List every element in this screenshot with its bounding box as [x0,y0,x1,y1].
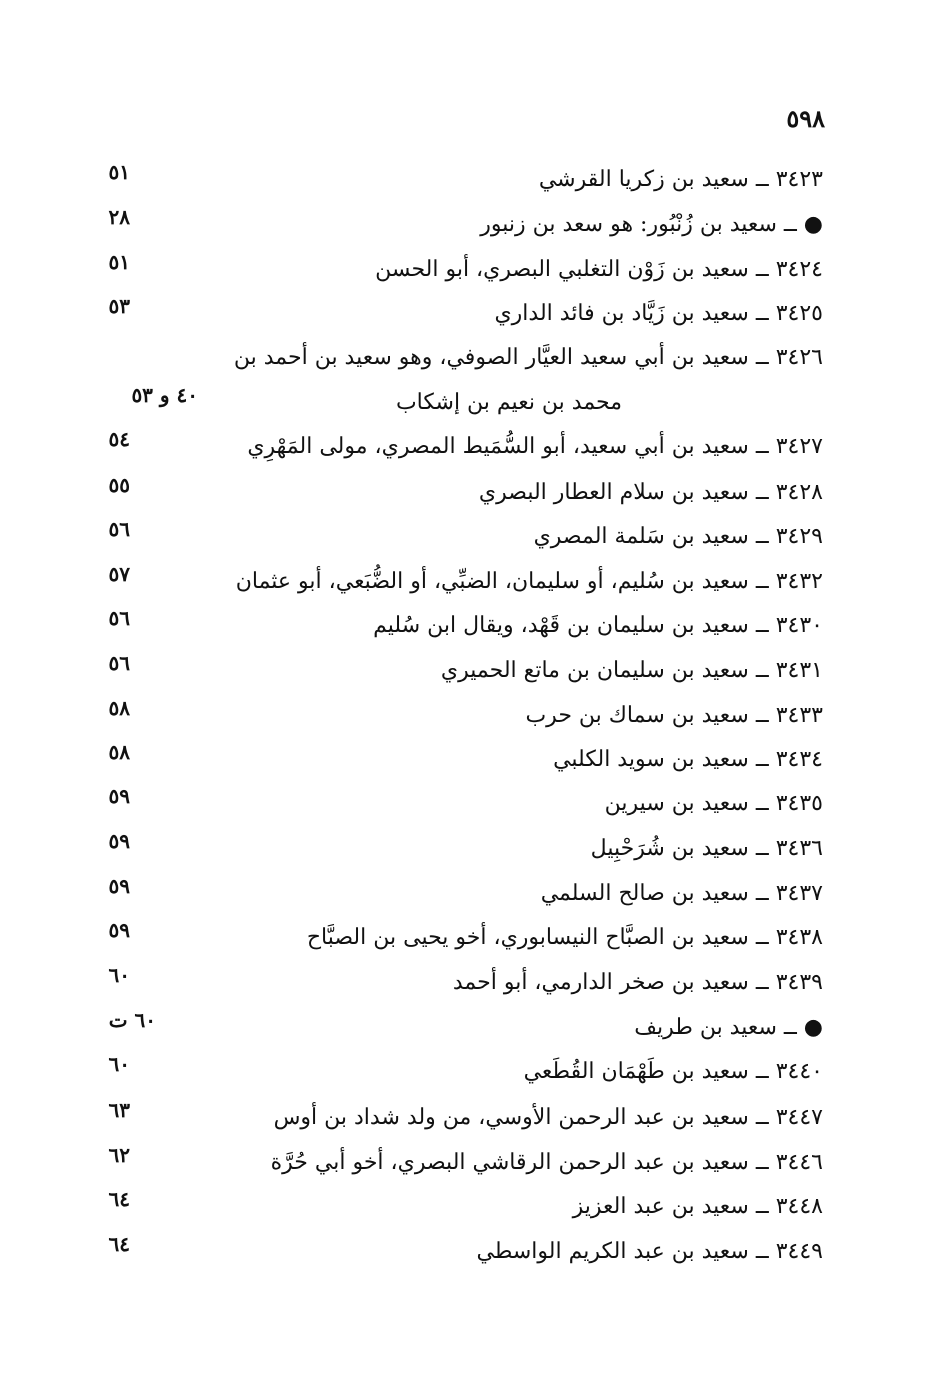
entry-page-ref: ٦٠ ت [108,1008,156,1032]
entry-text: ٣٤٣٤ ــ سعيد بن سويد الكلبي [553,747,823,772]
index-entry [0,1100,937,1136]
entry-page-ref: ٥٣ [108,294,130,318]
entry-text: ٣٤٣٢ ــ سعيد بن سُليم، أو سليمان، الضبِّي، أو الضُّبَعي، أبو عثمان [235,569,823,594]
entry-text: ٣٤٣١ ــ سعيد بن سليمان بن ماتع الحميري [440,658,823,683]
entry-page-ref: ٥٦ [108,606,130,630]
entry-page-ref: ٦٢ [108,1143,130,1167]
index-entry [0,1189,937,1225]
index-entry [0,162,937,198]
index-entry [0,742,937,778]
entry-text: ● ــ سعيد بن زُنْبُور: هو سعد بن زنبور [480,212,823,237]
entry-text: ٣٤٣٨ ــ سعيد بن الصبَّاح النيسابوري، أخو يحيى بن الصبَّاح [306,925,823,950]
entry-page-ref: ٦٤ [108,1232,130,1256]
entry-page-ref: ٥٩ [108,829,130,853]
index-entry [0,965,937,1001]
index-entry [0,296,937,332]
entry-text: ٣٤٢٧ ــ سعيد بن أبي سعيد، أبو السُّمَيط المصري، مولى المَهْرِي [247,434,823,459]
entry-text: ٣٤٢٨ ــ سعيد بن سلام العطار البصري [478,480,823,505]
index-entry [0,385,937,421]
entry-text: ٣٤٣٩ ــ سعيد بن صخر الدارمي، أبو أحمد [452,970,823,995]
entry-page-ref: ٥٥ [108,473,130,497]
entry-page-ref: ٥١ [108,250,130,274]
entry-text: ٣٤٤٧ ــ سعيد بن عبد الرحمن الأوسي، من ولد شداد بن أوس [273,1105,823,1130]
index-entry [0,519,937,555]
index-entry [0,698,937,734]
entry-text: ٣٤٤٨ ــ سعيد بن عبد العزيز [572,1194,823,1219]
entry-text: ٣٤٤٠ ــ سعيد بن طَهْمَان القُطَعي [523,1059,823,1084]
entry-page-ref: ٥٨ [108,696,130,720]
entry-text: ٣٤٤٦ ــ سعيد بن عبد الرحمن الرقاشي البصري، أخو أبي حُرَّة [270,1150,823,1175]
index-entry [0,876,937,912]
entry-page-ref: ٦٠ [108,1052,130,1076]
entry-page-ref: ٦٣ [108,1098,130,1122]
entry-page-ref: ٥١ [108,160,130,184]
entry-text: ٣٤٢٩ ــ سعيد بن سَلمة المصري [533,524,823,549]
index-entry [0,252,937,288]
entry-text: ٣٤٢٤ ــ سعيد بن زَوْن التغلبي البصري، أبو الحسن [375,257,823,282]
index-entry [0,1054,937,1090]
entry-text: ٣٤٣٧ ــ سعيد بن صالح السلمي [540,881,823,906]
index-entry [0,207,937,243]
index-entry [0,1145,937,1181]
page-number: ٥٩٨ [786,104,825,133]
entry-text: ٣٤٣٠ ــ سعيد بن سليمان بن قَهْد، ويقال ابن سُليم [373,613,823,638]
entry-page-ref: ٥٦ [108,517,130,541]
index-entry [0,429,937,465]
entry-text: ٣٤٢٣ ــ سعيد بن زكريا القرشي [538,167,823,192]
entry-text: ٣٤٣٣ ــ سعيد بن سماك بن حرب [525,703,823,728]
index-entry [0,340,937,376]
index-entry [0,564,937,600]
index-entry [0,1234,937,1270]
entry-text: ٣٤٢٦ ــ سعيد بن أبي سعيد العيَّار الصوفي، وهو سعيد بن أحمد بن [233,345,823,370]
entry-text: ٣٤٢٥ ــ سعيد بن زَيَّاد بن فائد الداري [494,301,823,326]
entry-text: ٣٤٣٥ ــ سعيد بن سيرين [604,791,823,816]
entry-text: ٣٤٣٦ ــ سعيد بن شُرَحْبِيل [590,836,823,861]
entry-page-ref: ٥٩ [108,918,130,942]
entry-page-ref: ٦٤ [108,1187,130,1211]
entry-page-ref: ٥٧ [108,562,130,586]
index-entry [0,1010,937,1046]
entry-page-ref: ٥٨ [108,740,130,764]
index-entry [0,831,937,867]
entry-page-ref: ٥٩ [108,784,130,808]
entry-page-ref: ٢٨ [108,205,130,229]
index-entry [0,653,937,689]
entry-page-ref: ٥٦ [108,651,130,675]
entry-text: محمد بن نعيم بن إشكاب [395,390,623,415]
entry-page-ref: ٤٠ و ٥٣ [131,383,198,407]
entry-page-ref: ٦٠ [108,963,130,987]
entry-text: ٣٤٤٩ ــ سعيد بن عبد الكريم الواسطي [476,1239,823,1264]
entry-text: ● ــ سعيد بن طريف [634,1015,823,1040]
index-entry [0,786,937,822]
index-entry [0,920,937,956]
index-entry [0,608,937,644]
entry-page-ref: ٥٤ [108,427,130,451]
index-entry [0,475,937,511]
entry-page-ref: ٥٩ [108,874,130,898]
